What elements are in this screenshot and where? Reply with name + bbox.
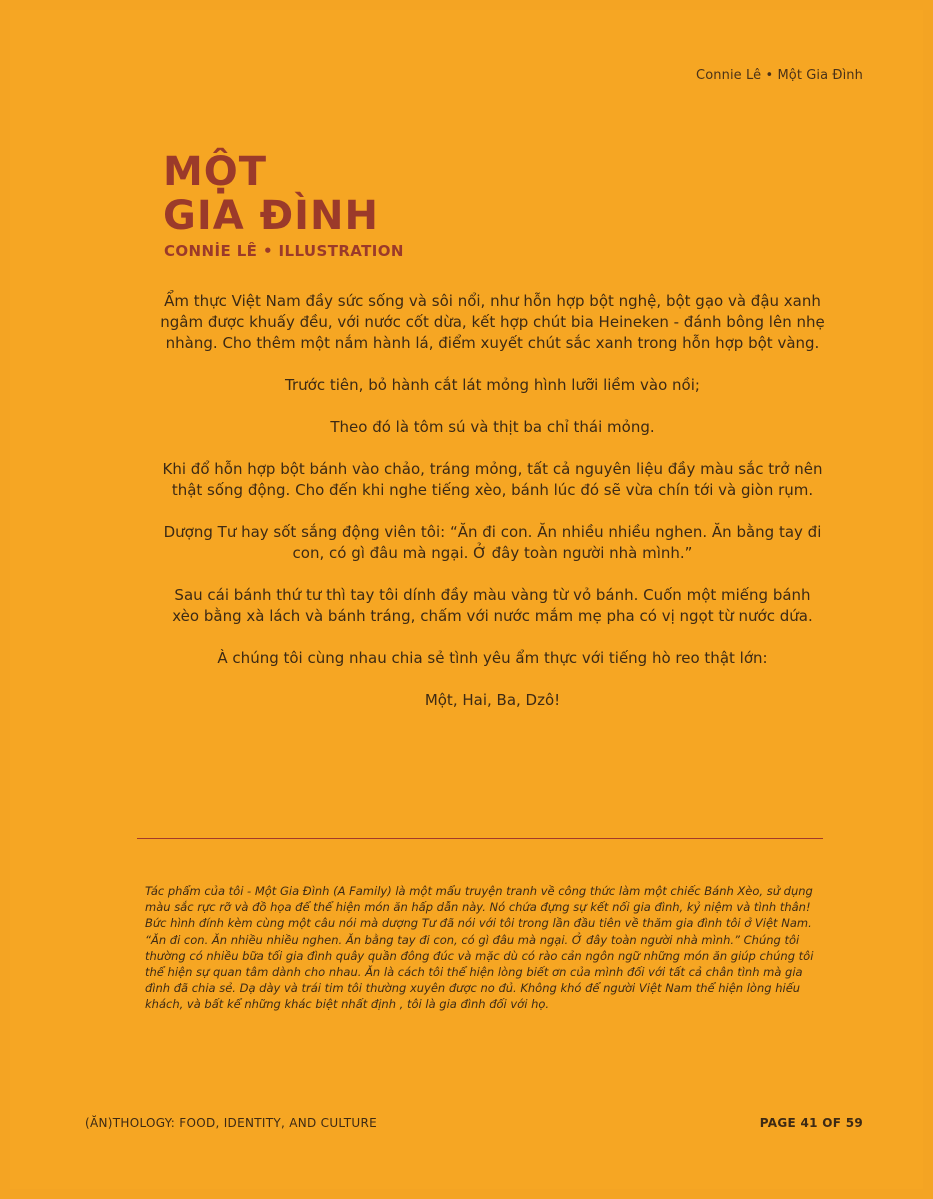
paragraph: À chúng tôi cùng nhau chia sẻ tình yêu ẩm thực với tiếng hò reo thật lớn: — [217, 649, 768, 667]
paragraph: Một, Hai, Ba, Dzô! — [424, 691, 561, 709]
paragraph: Trước tiên, bỏ hành cắt lát mỏng hình lưỡi liềm vào nồi; — [285, 376, 700, 394]
byline: CONNİE LÊ • ILLUSTRATION — [164, 242, 404, 260]
paragraph: Dượng Tư hay sốt sắng động viên tôi: “Ăn đi con. Ăn nhiều nhiều nghen. Ăn bằng tay đi con, có gì đâu mà ngại. Ở đây toàn người nhà mình.” — [163, 523, 822, 562]
publication-title: (ĂN)THOLOGY: FOOD, IDENTITY, AND CULTURE — [85, 1116, 377, 1130]
section-divider — [137, 838, 823, 839]
article-title — [163, 150, 379, 238]
page-number: PAGE 41 OF 59 — [759, 1116, 863, 1130]
paragraph: Sau cái bánh thứ tư thì tay tôi dính đầy màu vàng từ vỏ bánh. Cuốn một miếng bánh xèo bằng xà lách và bánh tráng, chấm với nước mắm mẹ pha có vị ngọt từ nước dứa. — [172, 586, 813, 625]
running-head: Connie Lê • Một Gia Đình — [696, 68, 863, 83]
paragraph: Ẩm thực Việt Nam đầy sức sống và sôi nổi, như hỗn hợp bột nghệ, bột gạo và đậu xanh ngâm được khuấy đều, với nước cốt dừa, kết hợp chút bia Heineken - đánh bông lên nhẹ nhàng. Cho thêm một nắm hành lá, điểm xuyết chút sắc xanh trong hỗn hợp bột vàng. — [160, 292, 825, 352]
paragraph: Khi đổ hỗn hợp bột bánh vào chảo, tráng mỏng, tất cả nguyên liệu đầy màu sắc trở nên thật sống động. Cho đến khi nghe tiếng xèo, bánh lúc đó sẽ vừa chín tới và giòn rụm. — [162, 460, 823, 499]
article-body — [160, 291, 825, 732]
article-title-line-2: GIA ĐÌNH — [163, 193, 379, 239]
artist-note: Tác phẩm của tôi - Một Gia Đình (A Family) là một mẩu truyện tranh về công thức làm một chiếc Bánh Xèo, sử dụng màu sắc rực rỡ và đồ họa để thể hiện món ăn hấp dẫn này. Nó chứa đựng sự kết nối gia đình, kỷ niệm và tình thân! Bức hình đính kèm cùng một câu nói mà dượng Tư đã nói với tôi trong lần đầu tiên về thăm gia đình tôi ở Việt Nam. “Ăn đi con. Ăn nhiều nhiều nghen. Ăn bằng tay đi con, có gì đâu mà ngại. Ở đây toàn người nhà mình.” Chúng tôi thường có nhiều bữa tối gia đình quây quần đông đúc và mặc dù có rào cản ngôn ngữ những món ăn giúp chúng tôi thể hiện sự quan tâm dành cho nhau. Ăn là cách tôi thể hiện lòng biết ơn của mình đối với tất cả chân tình mà gia đình đã chia sẻ. Dạ dày và trái tim tôi thường xuyên được no đủ. Không khó để người Việt Nam thể hiện lòng hiếu khách, và bất kể những khác biệt nhất định , tôi là gia đình đối với họ. — [145, 884, 814, 1012]
paragraph: Theo đó là tôm sú và thịt ba chỉ thái mỏng. — [330, 418, 655, 436]
article-title-line-1: MỘT — [163, 149, 268, 195]
